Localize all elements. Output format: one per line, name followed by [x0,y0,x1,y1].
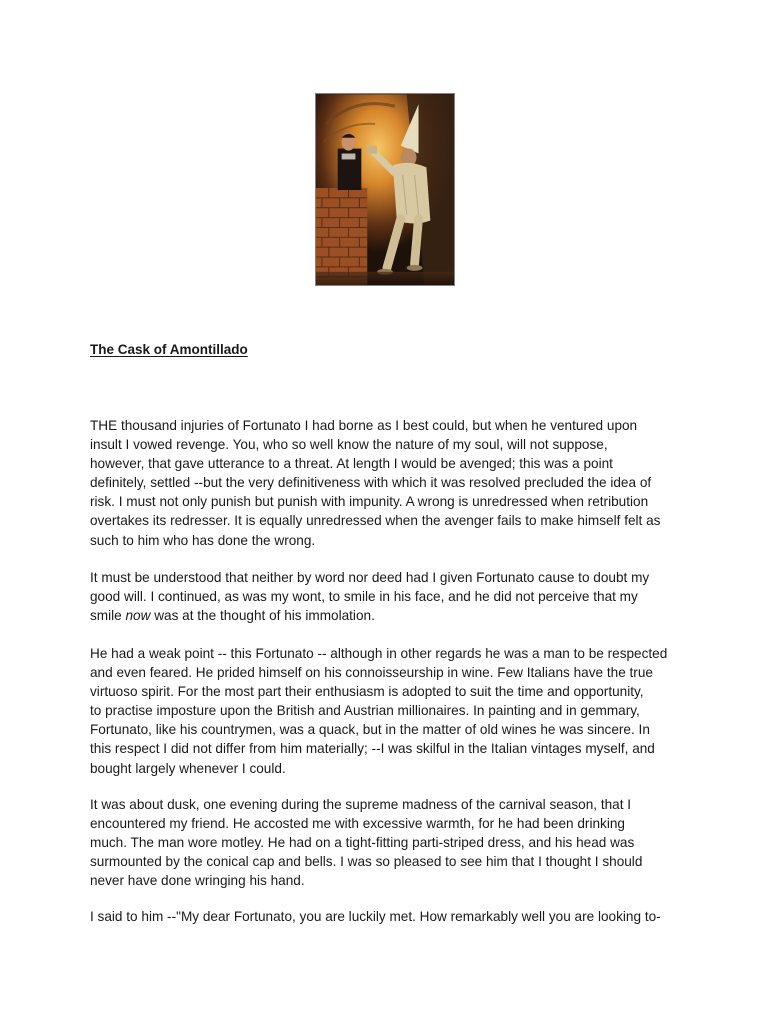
text-line: He had a weak point -- this Fortunato -- although in other regards he was a man to be respected [90,646,668,661]
text-line: bought largely whenever I could. [90,760,286,776]
text-line: however, that gave utterance to a threat. At length I would be avenged; this was a point [90,456,613,472]
text-line: virtuoso spirit. For the most part their enthusiasm is adopted to suit the time and opportunity, [90,684,644,700]
emphasized-word: now [125,608,151,624]
text-line: Fortunato, like his countrymen, was a quack, but in the matter of old wines he was sincere. In [90,722,650,738]
text-line: It must be understood that neither by word nor deed had I given Fortunato cause to doubt my [90,570,650,585]
text-line: such to him who has done the wrong. [90,532,316,548]
brick-wall [316,188,367,285]
paragraph [90,644,690,778]
text-line: overtakes its redresser. It is equally unredressed when the avenger fails to make himself felt as [90,513,661,529]
text-line: insult I vowed revenge. You, who so well know the nature of my soul, will not suppose, [90,437,608,453]
paragraph [90,907,690,926]
text-line: THE thousand injuries of Fortunato I had borne as I best could, but when he ventured upon [90,418,638,433]
illustration-artwork [316,94,454,285]
text-line: this respect I did not differ from him materially; --I was skilful in the Italian vintages myself, and [90,741,655,757]
text-line: risk. I must not only punish but punish with impunity. A wrong is unredressed when retribution [90,494,649,510]
text-run: was at the thought of his immolation. [150,608,375,624]
story-illustration [315,93,455,286]
text-line: much. The man wore motley. He had on a tight-fitting parti-striped dress, and his head was [90,835,635,851]
text-line [90,606,690,625]
text-line: and even feared. He prided himself on his connoisseurship in wine. Few Italians have the true [90,665,653,681]
text-line: It was about dusk, one evening during the supreme madness of the carnival season, that I [90,797,632,812]
text-line: definitely, settled --but the very definitiveness with which it was resolved precluded the idea of [90,475,652,491]
text-line: good will. I continued, as was my wont, to smile in his face, and he did not perceive that my [90,589,638,605]
paragraph [90,416,690,550]
paragraph [90,795,690,890]
paragraph [90,568,690,625]
text-line: surmounted by the conical cap and bells. I was so pleased to see him that I thought I should [90,854,643,870]
text-line: encountered my friend. He accosted me with excessive warmth, for he had been drinking [90,816,625,832]
text-line: never have done wringing his hand. [90,873,305,889]
text-line: I said to him --"My dear Fortunato, you are luckily met. How remarkably well you are looking to- [90,909,661,924]
story-title: The Cask of Amontillado [90,342,248,357]
text-run: smile [90,608,126,624]
text-line: to practise imposture upon the British and Austrian millionaires. In painting and in gemmary, [90,703,640,719]
